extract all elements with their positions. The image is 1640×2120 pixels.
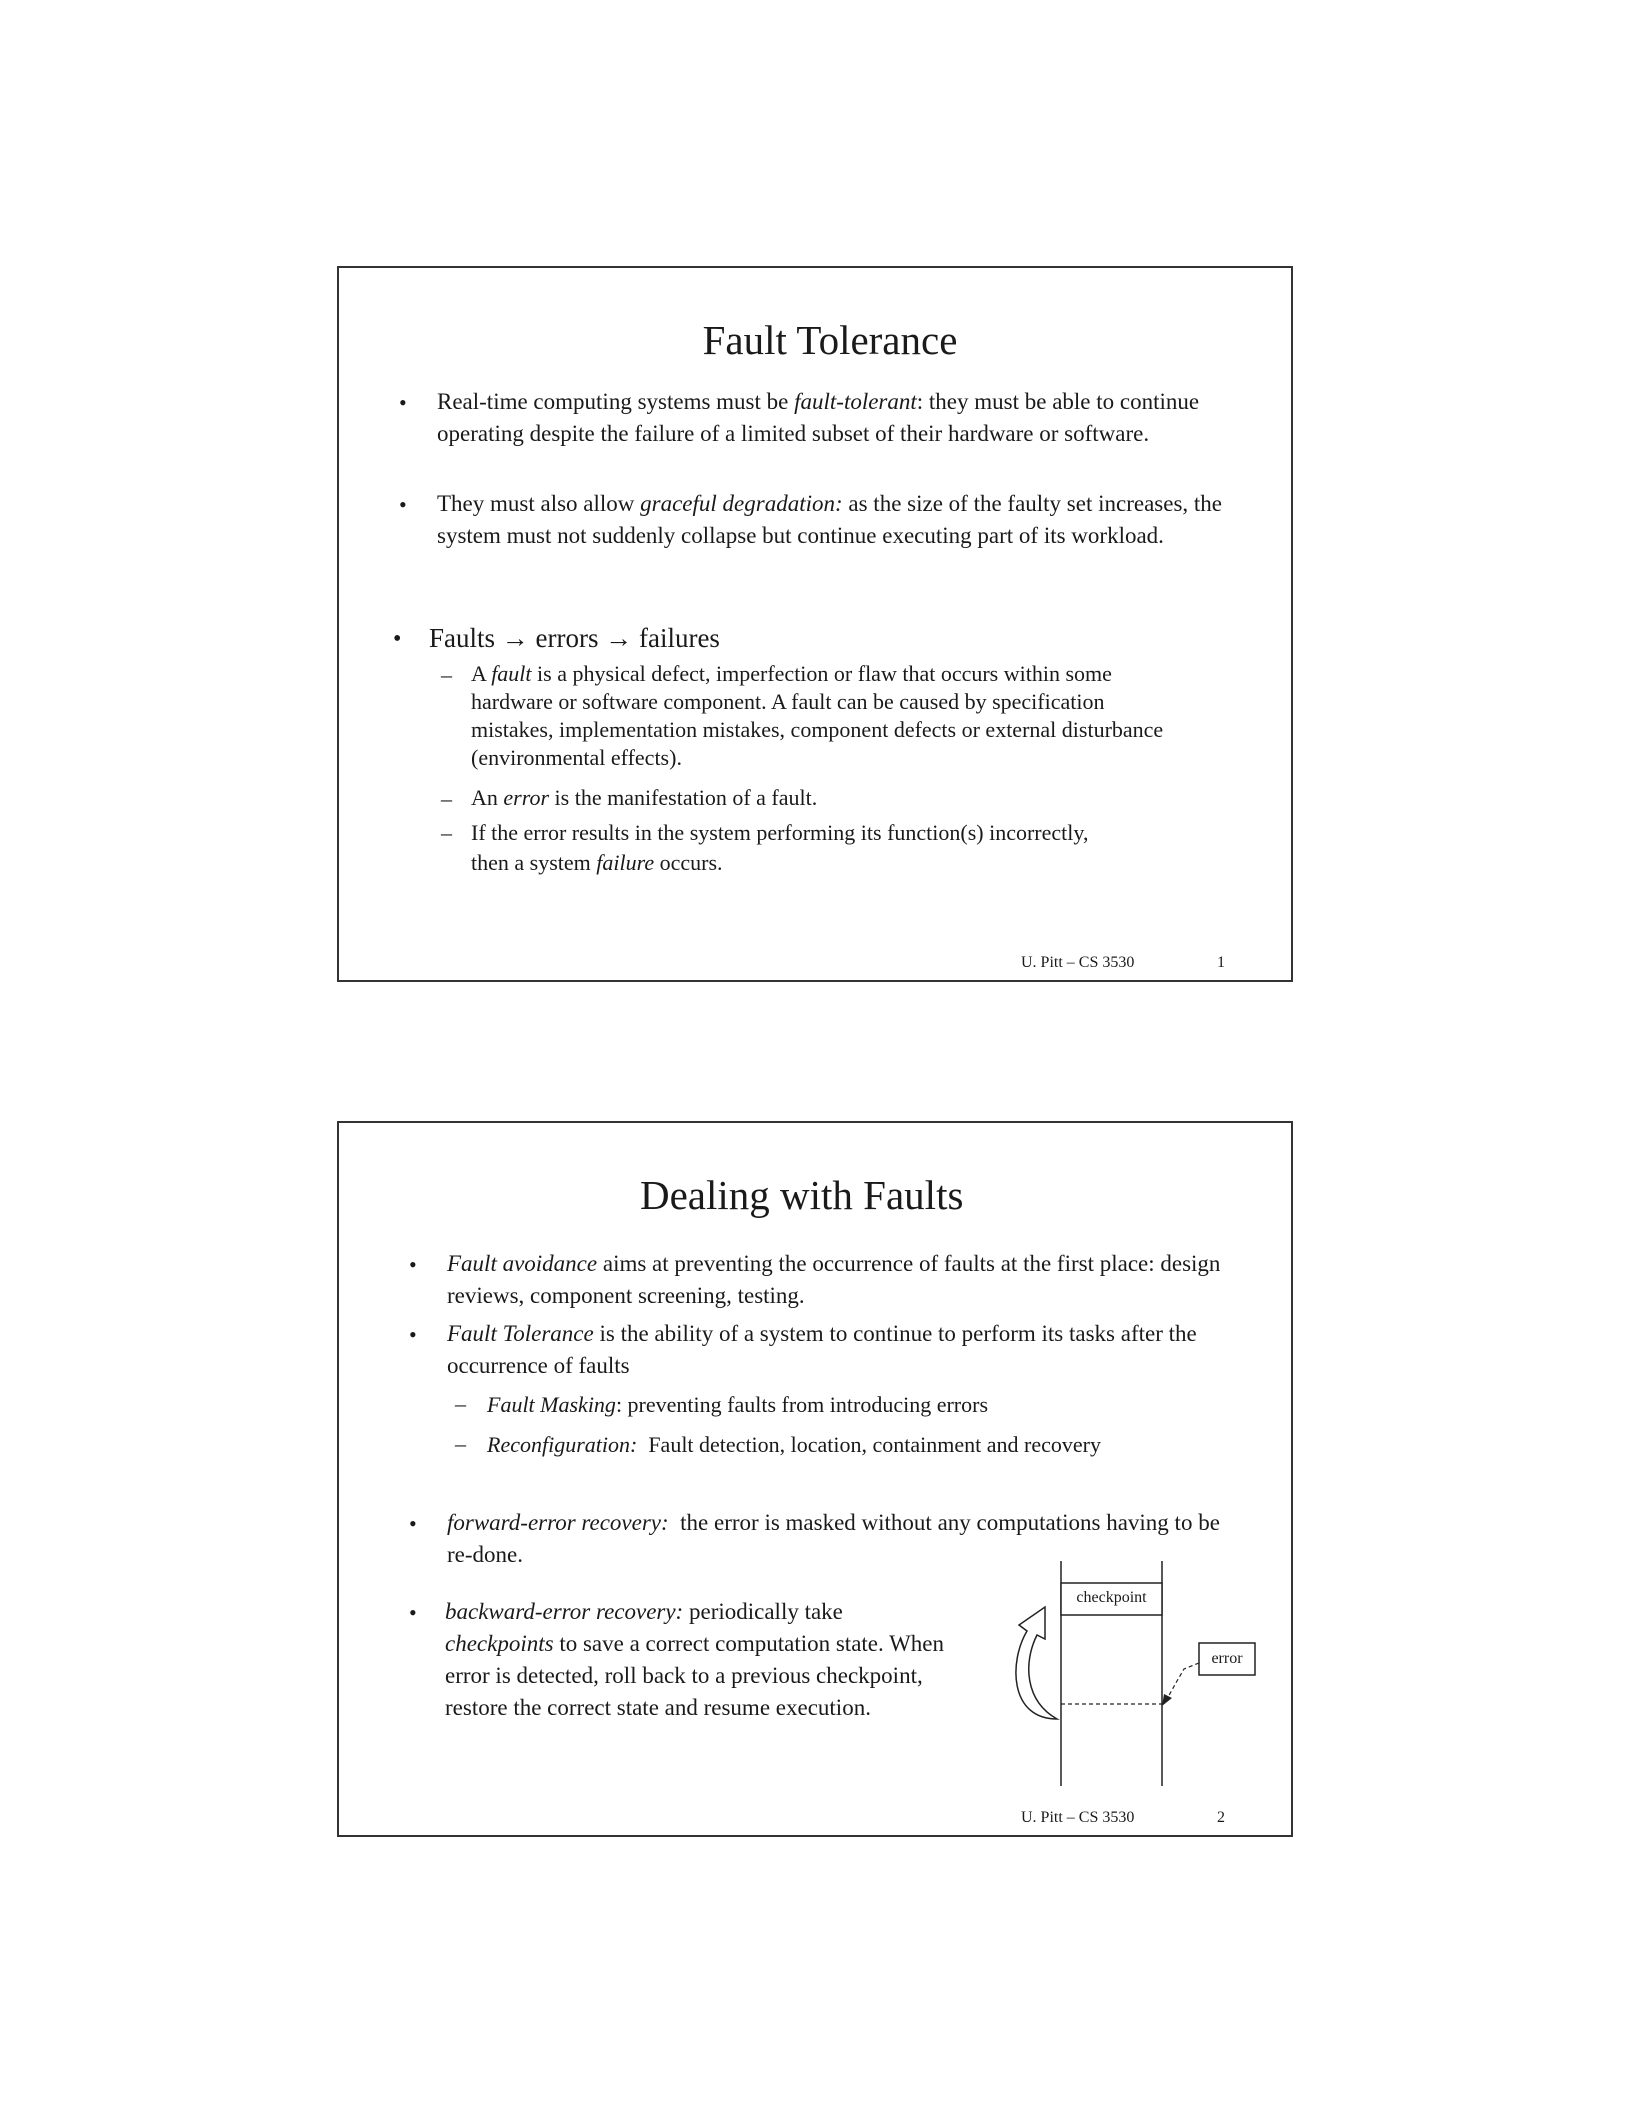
error-label: error [1211, 1650, 1243, 1667]
slide-title: Dealing with Faults [640, 1172, 964, 1218]
text: is the ability of a system to continue to perform its tasks after the occurrence of faults [447, 1321, 1197, 1378]
checkpoint-label: checkpoint [1076, 1589, 1147, 1606]
sub-bullet-text [471, 818, 1111, 878]
bullet-text [447, 1248, 1237, 1312]
text: : they must be able to continue operating despite the failure of a limited subset of their hardware or software. [437, 389, 1200, 446]
emphasis-text: Reconfiguration: [487, 1432, 638, 1457]
dash-marker: – [455, 1431, 466, 1456]
sub-bullet-text [471, 784, 1191, 812]
bullet-text [437, 488, 1227, 552]
page-number: 1 [1217, 954, 1225, 971]
text: An [471, 785, 504, 810]
text: Real-time computing systems must be [437, 389, 795, 414]
bullet-marker: • [409, 1600, 417, 1625]
emphasis-text: fault-tolerant [794, 389, 917, 414]
bullet-text [445, 1596, 955, 1724]
faults-heading: Faults → errors → failures [429, 623, 720, 653]
text: periodically take [683, 1599, 843, 1624]
emphasis-text: graceful degradation: [640, 491, 843, 516]
bullet-marker: • [399, 390, 407, 415]
footer-text: U. Pitt – CS 3530 [1021, 954, 1135, 971]
emphasis-text: Fault Tolerance [447, 1321, 594, 1346]
slide-1 [337, 266, 1293, 982]
text: They must also allow [437, 491, 641, 516]
bullet-text [437, 386, 1237, 450]
emphasis-text: error [503, 785, 550, 810]
emphasis-text: forward-error recovery: [447, 1510, 669, 1535]
dash-marker: – [441, 786, 452, 811]
emphasis-text: fault [491, 661, 532, 686]
bullet-marker: • [409, 1322, 417, 1347]
emphasis-text: Fault Masking [487, 1392, 616, 1417]
text: A [471, 661, 492, 686]
sub-bullet-text [487, 1429, 1267, 1461]
error-arrow [1167, 1663, 1199, 1699]
text: is a physical defect, imperfection or flaw that occurs within some hardware or software component. A fault can be caused by specification mistakes, implementation mistakes, component defects or external disturbance (environmental effects). [471, 661, 1164, 770]
emphasis-text: checkpoints [445, 1631, 554, 1656]
checkpoint-diagram [999, 1551, 1269, 1791]
text: the error is masked without any computations having to be re-done. [447, 1510, 1226, 1567]
rollback-curve-arrow [1016, 1607, 1057, 1719]
error-arrowhead [1162, 1694, 1172, 1706]
dash-marker: – [441, 662, 452, 687]
text: : preventing faults from introducing errors [615, 1392, 989, 1417]
sub-bullet-text [471, 660, 1191, 772]
text: If the error results in the system performing its function(s) incorrectly, then a system [471, 820, 1089, 875]
text: occurs. [654, 850, 723, 875]
slide-2 [337, 1121, 1293, 1837]
footer-text: U. Pitt – CS 3530 [1021, 1809, 1135, 1826]
page-number: 2 [1217, 1809, 1225, 1826]
text: as the size of the faulty set increases, the system must not suddenly collapse but continue executing part of its workload. [437, 491, 1222, 548]
bullet-marker: • [393, 626, 402, 652]
text: Fault detection, location, containment and recovery [637, 1432, 1101, 1457]
emphasis-text: Fault avoidance [447, 1251, 598, 1276]
emphasis-text: backward-error recovery: [445, 1599, 684, 1624]
text: aims at preventing the occurrence of faults at the first place: design reviews, component screening, testing. [447, 1251, 1221, 1308]
slide-title: Fault Tolerance [702, 317, 958, 363]
bullet-marker: • [409, 1511, 417, 1536]
text: is the manifestation of a fault. [549, 785, 818, 810]
bullet-marker: • [409, 1252, 417, 1277]
sub-bullet-text [487, 1389, 1227, 1421]
text: to save a correct computation state. When error is detected, roll back to a previous checkpoint, restore the correct state and resume execution. [445, 1631, 945, 1720]
emphasis-text: failure [596, 850, 655, 875]
bullet-marker: • [399, 492, 407, 517]
dash-marker: – [455, 1391, 466, 1416]
bullet-text [447, 1318, 1237, 1382]
dash-marker: – [441, 820, 452, 845]
